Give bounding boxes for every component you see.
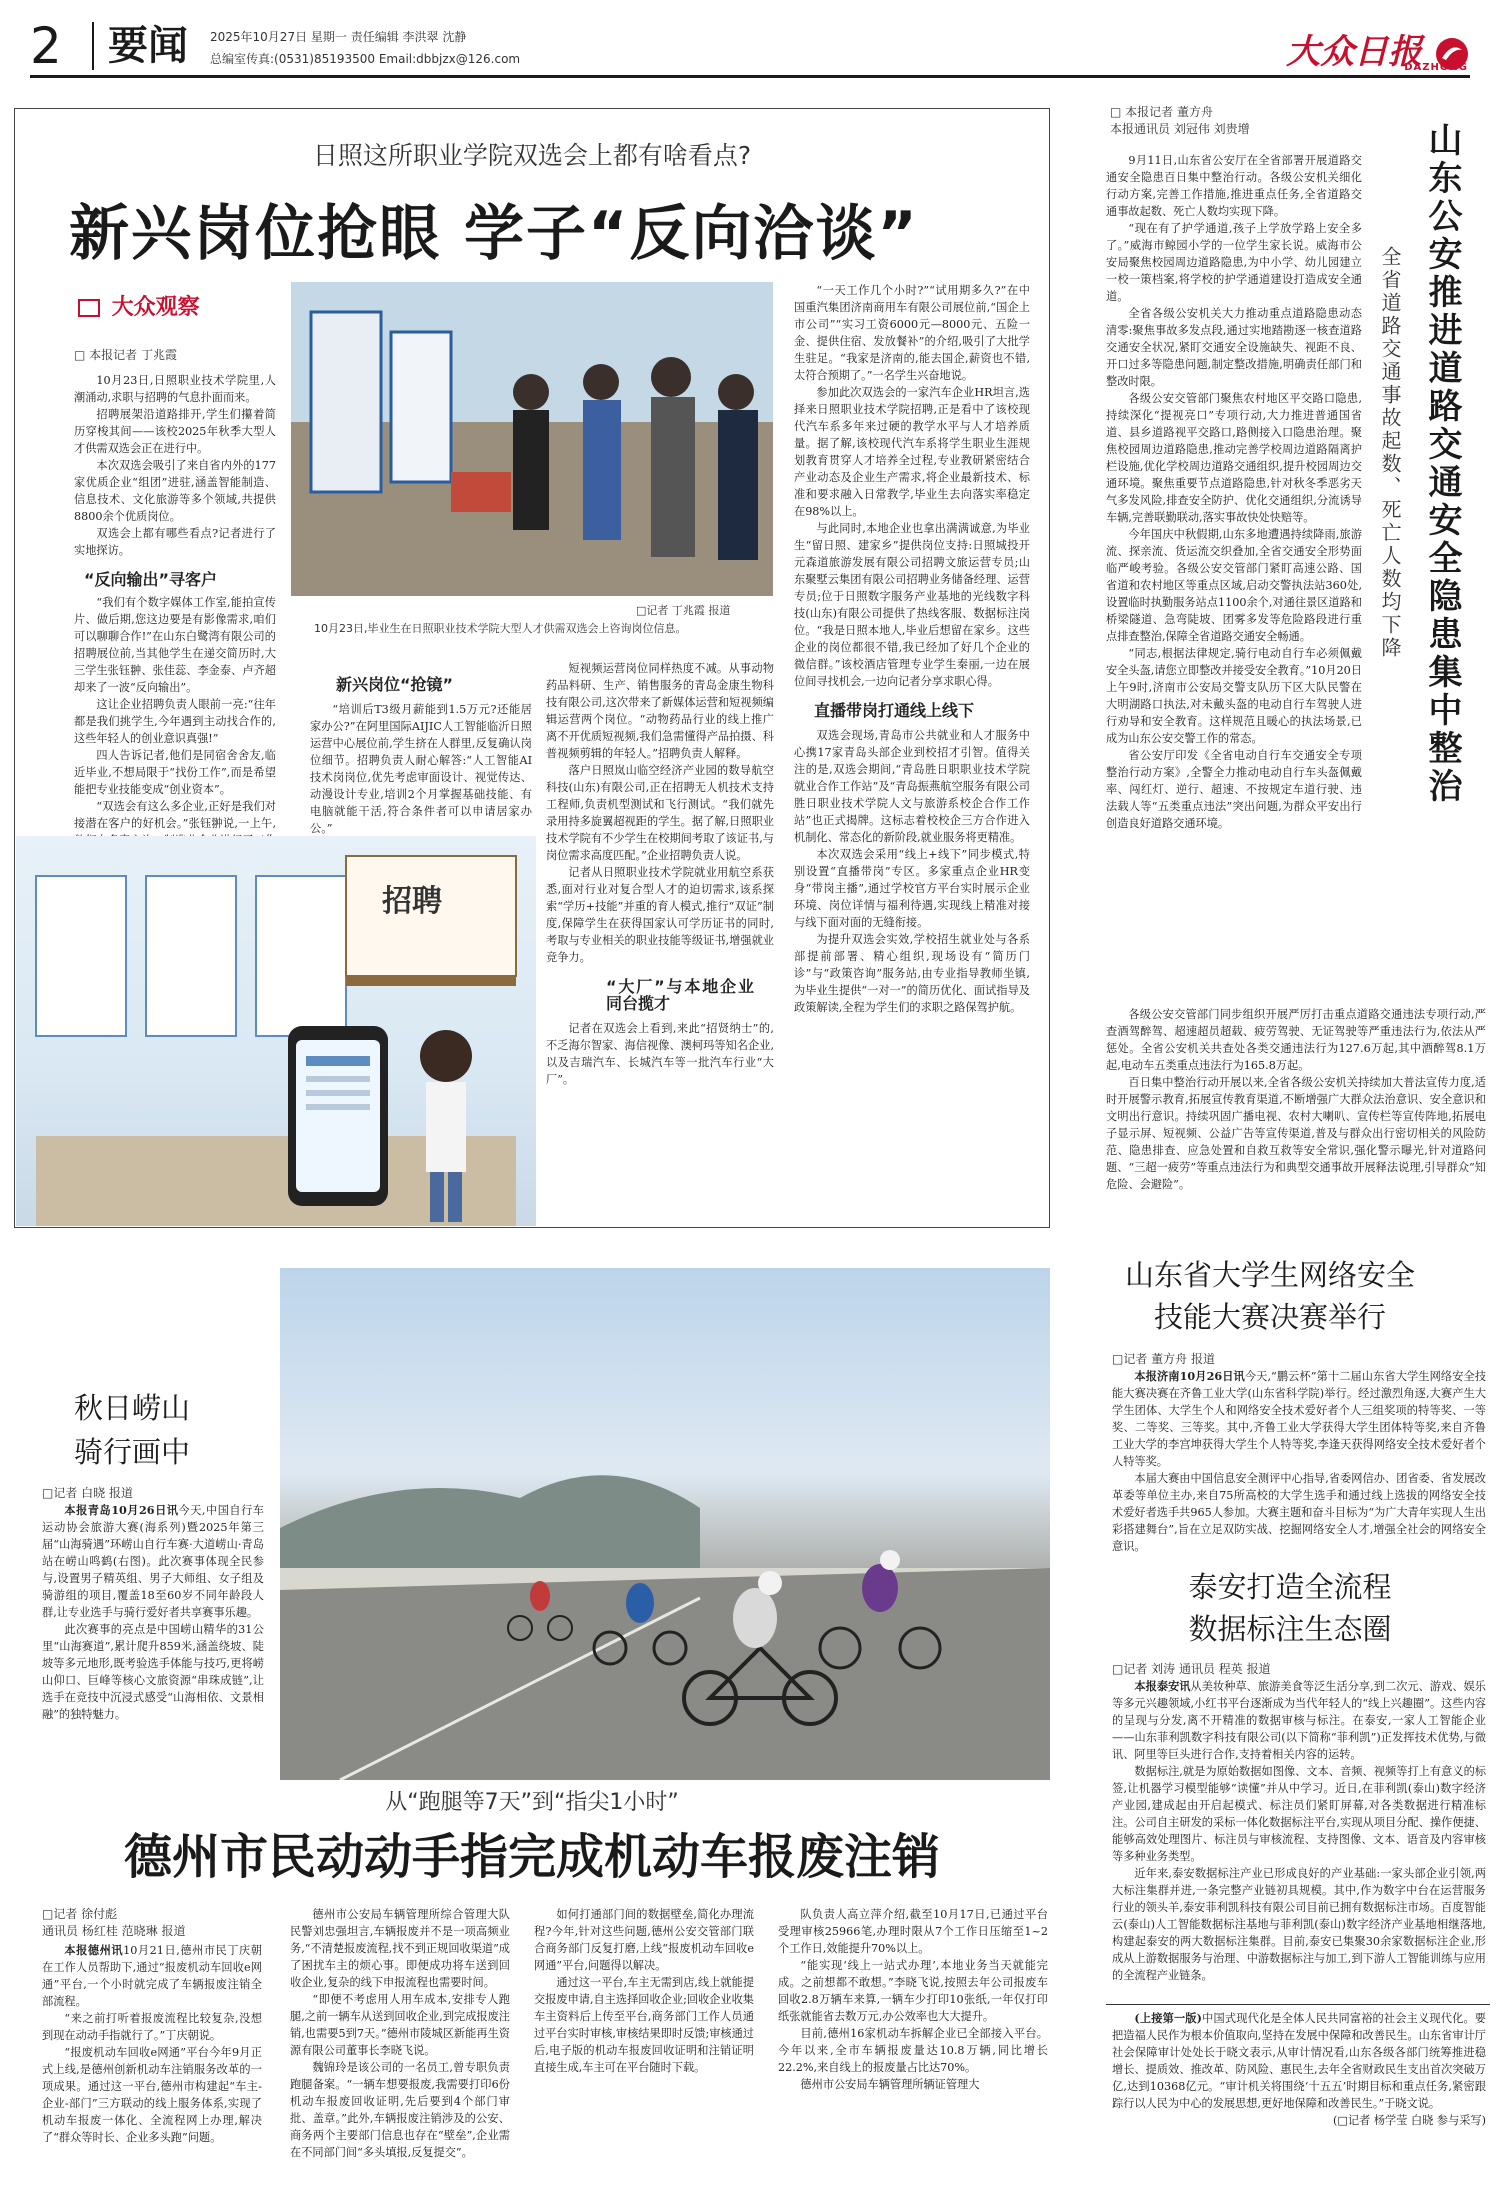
- traffic-para-4: 各级公安交管部门聚焦农村地区平交路口隐患,持续深化“提视亮口”专项行动,大力推进普通国省道、县乡道路视平交路口,路侧接入口隐患治理。聚焦校园周边道路隐患,推动完善学校周边道路隔离护栏设施,优化学校周边道路交通组织,提升校园周边交通环境。聚焦重要节点道路隐患,针对秋冬季恶劣天气多发风险,排查安全防护、优化交通组织,分流诱导车辆,完善联勤联动,落实事故快处快赔等。: [1106, 392, 1362, 524]
- lead-sec2-para-4: 记者从日照职业技术学院就业用航空系获悉,面对行业对复合型人才的迫切需求,该系探索“学历+技能”并重的育人模式,推行“双证”制度,保障学生在获得国家认可学历证书的同时,考取与专业相关的职业技能等级证书,增强就业竞争力。: [546, 866, 774, 964]
- lead-para-2: 招聘展架沿道路排开,学生们攥着简历穿梭其间——该校2025年秋季大型人才供需双选会正在进行中。: [74, 408, 276, 455]
- lead-para-1: 10月23日,日照职业技术学院里,人潮涌动,求职与招聘的气息扑面而来。: [74, 374, 276, 404]
- scrap-column-1: [42, 1942, 262, 2146]
- lead-column-2: [310, 676, 532, 837]
- lead-photo-caption: 10月23日,毕业生在日照职业技术学院大型人才供需双选会上咨询岗位信息。: [314, 622, 687, 635]
- scrap-para-12: 德州市公安局车辆管理所辆证管理大: [800, 2078, 980, 2091]
- commentary-body: [1112, 2010, 1486, 2129]
- traffic-subhead: 全省道路交通事故起数、死亡人数均下降: [1378, 246, 1402, 660]
- scrap-para-6: 魏锦玲是该公司的一名员工,曾专职负责跑腿备案。“一辆车想要报废,我需要打印6份机动车报废回收证明,先后要到4个部门审批、盖章。”此外,车辆报废注销涉及的公安、商务两个主要部门信息也存在“壁垒”,企业需在不同部门间“多头填报,反复提交”。: [290, 2061, 510, 2159]
- taian-headline: [1140, 1566, 1440, 1650]
- contest-para-1: 今天,“鹏云杯”第十二届山东省大学生网络安全技能大赛决赛在齐鲁工业大学(山东省科学院)举行。经过激烈角逐,大赛产生大学生团体、大学生个人和网络安全技术爱好者个人三组奖项的特等奖、一等奖、二等奖、三等奖。其中,齐鲁工业大学获得大学生团体特等奖,来自齐鲁工业大学的李宫坤获得大学生个人特等奖,李逢天获得网络安全技术爱好者个人特等奖。: [1112, 1370, 1487, 1468]
- traffic-byline-1: □ 本报记者 董方舟: [1110, 105, 1213, 119]
- page-number: 2: [30, 17, 62, 75]
- traffic-column-1: [1106, 152, 1362, 832]
- scrap-column-3: [534, 1906, 754, 2076]
- traffic-byline: [1110, 104, 1250, 138]
- lead-section-1-heading: “反向输出”寻客户: [84, 570, 218, 589]
- lead-col3-para-3: 与此同时,本地企业也拿出满满诚意,为毕业生“留日照、建家乡”提供岗位支持:日照城投开元森道旅游发展有限公司招聘文旅运营专员;山东聚墅云集团有限公司招聘业务储备经理、运营专员;位于日照数字服务产业基地的光线数字科技(山东)有限公司提供了热线客服、数据标注岗位。“我是日照本地人,毕业后想留在家乡。这些企业的岗位都很不错,我已经加了好几个企业的微信群。”该校酒店管理专业学生秦丽,一边在展位间寻找机会,一边向记者分享求职心得。: [794, 522, 1030, 688]
- scrap-dateline: 本报德州讯: [64, 1943, 124, 1957]
- contact-line: 总编室传真:(0531)85193500 Email:dbbjzx@126.com: [210, 52, 521, 66]
- lead-headline: 新兴岗位抢眼 学子“反向洽谈”: [69, 199, 919, 269]
- lead-section-2-heading: 新兴岗位“抢镜”: [336, 675, 454, 694]
- lead-column-1: [74, 372, 276, 866]
- lead-sec1-para-2: 这让企业招聘负责人眼前一亮:“往年都是我们挑学生,今年遇到主动找合作的,这些年轻人的创业意识真强!”: [74, 698, 276, 745]
- scrap-subhead: 从“跑腿等7天”到“指尖1小时”: [385, 1790, 679, 1815]
- lead-sec1-para-3: 四人告诉记者,他们是同宿舍舍友,临近毕业,不想局限于“找份工作”,而是希望能把专业技能变成“创业资本”。: [74, 749, 276, 796]
- traffic-para-2: “现在有了护学通道,孩子上学放学路上安全多了。”威海市鲸园小学的一位学生家长说。威海市公安局聚焦校园周边道路隐患,为中小学、幼儿园建立一校一策档案,将学校的护学通道建设打造成安全通道。: [1106, 222, 1362, 303]
- cyclists-road-scene-icon: [280, 1268, 1050, 1780]
- lead-para-3: 本次双选会吸引了来自省内外的177家优质企业“组团”进驻,涵盖智能制造、信息技术、文化旅游等多个领域,共提供8800余个优质岗位。: [74, 459, 276, 523]
- lead-column-4: [794, 282, 1030, 1016]
- lead-photo-job-fair: [291, 282, 773, 596]
- contest-byline: □记者 董方舟 报道: [1112, 1352, 1215, 1366]
- contest-headline-2: 技能大赛决赛举行: [1153, 1300, 1386, 1334]
- cycling-para-1: 今天,中国自行车运动协会旅游大赛(海系列)暨2025年第三届“山海骑遇”环崂山自行车赛·大道崂山·青岛站在崂山鸣鹤(右图)。此次赛事体现全民参与,设置男子精英组、男子大师组、女子组及骑游组的项目,覆盖18至60岁不同年龄段人群,让专业选手与骑行爱好者共享赛事乐趣。: [42, 1504, 264, 1619]
- traffic-para-7: 省公安厅印发《全省电动自行车交通安全专项整治行动方案》,全警全力推动电动自行车头盔佩戴率、闯红灯、逆行、超速、不按规定车道行驶、违法载人等“五类重点违法”突出问题,为群众平安出行创造良好道路交通环境。: [1106, 749, 1362, 830]
- lead-sec4-para-2: 本次双选会采用“线上+线下”同步模式,特别设置“直播带岗”专区。多家重点企业HR变身“带岗主播”,通过学校官方平台实时展示企业环境、岗位详情与福利待遇,实现线上精准对接与线下面对面的无缝衔接。: [794, 848, 1030, 929]
- taian-body: [1112, 1678, 1486, 1984]
- commentary-credit: (□记者 杨学莹 白晓 参与采写): [1332, 2114, 1486, 2127]
- cycling-body: [42, 1502, 264, 1723]
- commentary-lead-in: (上接第一版): [1134, 2011, 1202, 2025]
- scrap-para-9: 队负责人高立萍介绍,截至10月17日,已通过平台受理审核25966笔,办理时限从7个工作日压缩至1~2个工作日,效能提升70%以上。: [778, 1908, 1048, 1955]
- taian-byline: □记者 刘涛 通讯员 程英 报道: [1112, 1662, 1271, 1676]
- contest-body: [1112, 1368, 1486, 1555]
- traffic-para-8: 各级公安交管部门同步组织开展严厉打击重点道路交通违法专项行动,严查酒驾醉驾、超速超员超载、疲劳驾驶、无证驾驶等严重违法行为,依法从严惩处。全省公安机关共查处各类交通违法行为127.6万起,其中酒醉驾8.1万起,电动车五类重点违法行为165.8万起。: [1106, 1008, 1486, 1072]
- scrap-headline: 德州市民动动手指完成机动车报废注销: [123, 1829, 940, 1885]
- scrap-byline: [42, 1906, 185, 1940]
- scrap-column-4: [778, 1906, 1048, 2093]
- scrap-para-4: 德州市公安局车辆管理所综合管理大队民警刘忠强坦言,车辆报废并不是一项高频业务,“不清楚报废流程,找不到正规回收渠道”成了困扰车主的烦心事。即便成功将车送到回收企业,复杂的线下申报流程也需要时间。: [290, 1908, 510, 1989]
- scrap-para-5: “即便不考虑用人用车成本,安排专人跑腿,之前一辆车从送到回收企业,到完成报废注销,也需要5到7天。”德州市陵城区新能再生资源有限公司董事长李晓飞说。: [290, 1993, 510, 2057]
- cycling-headline-2: 骑行画中: [73, 1435, 190, 1469]
- scrap-para-1: 10月21日,德州市民丁庆朝在工作人员帮助下,通过“报废机动车回收e网通”平台,一个小时就完成了车辆报废注销全部流程。: [42, 1944, 262, 2008]
- taian-headline-1: 泰安打造全流程: [1188, 1570, 1392, 1604]
- traffic-para-3: 全省各级公安机关大力推动重点道路隐患动态清零:聚焦事故多发点段,通过实地踏勘逐一核查道路交通安全状况,紧盯交通安全设施缺失、视距不良、开口过多等隐患问题,制定整改措施,明确责任部门和整改时限。: [1106, 307, 1362, 388]
- lead-sec4-para-3: 为提升双选会实效,学校招生就业处与各系部提前部署、精心组织,现场设有“简历门诊”与“政策咨询”服务站,由专业指导教师坐镇,为毕业生提供“一对一”的简历优化、面试指导及政策解读,全程为学生们的求职之路保驾护航。: [794, 933, 1030, 1014]
- scrap-byline-1: □记者 徐付彪: [42, 1907, 118, 1921]
- traffic-column-2: [1106, 1006, 1486, 1193]
- taian-dateline: 本报泰安讯: [1134, 1679, 1191, 1693]
- scrap-column-2: [290, 1906, 510, 2161]
- logo-subtext: DAZHONG: [1404, 62, 1468, 73]
- lead-sec1-para-1: “我们有个数字媒体工作室,能拍宣传片、做后期,您这边要是有影像需求,咱们可以聊聊合作!”在山东白鹭湾有限公司的招聘展位前,当其他学生在递交简历时,大三学生张钰翀、张佳蕊、李金泰、卢齐超却来了一波“反向输出”。: [74, 596, 276, 694]
- taian-para-1: 从美妆种草、旅游美食等泛生活分享,到二次元、游戏、娱乐等多元兴趣领域,小红书平台逐渐成为当代年轻人的“线上兴趣圈”。这些内容的呈现与分发,离不开精准的数据审核与标注。在泰安,一家人工智能企业——山东菲利凯数字科技有限公司(以下简称“菲利凯”)正发挥技术优势,与微讯、阿里等巨头进行合作,支持着相关内容的运转。: [1112, 1680, 1486, 1761]
- section-title: 要闻: [92, 22, 188, 70]
- lead-sec2-para-3: 落户日照岚山临空经济产业园的数导航空科技(山东)有限公司,正在招聘无人机技术支持工程师,负责机型测试和飞行测试。“我们就先录用持多旋翼超视距的学生。据了解,日照职业技术学院有不少学生在校期间考取了该证书,与岗位需求高度匹配。”企业招聘负责人说。: [546, 764, 774, 862]
- traffic-para-1: 9月11日,山东省公安厅在全省部署开展道路交通安全隐患百日集中整治行动。各级公安机关细化行动方案,完善工作措施,推进重点任务,全省道路交通事故起数、死亡人数均实现下降。: [1106, 154, 1362, 218]
- traffic-byline-2: 本报通讯员 刘冠伟 刘贵增: [1110, 122, 1250, 136]
- job-fair-scene-icon: [291, 282, 773, 596]
- taian-para-2: 数据标注,就是为原始数据如图像、文本、音频、视频等打上有意义的标签,让机器学习模型能够“读懂”并从中学习。近日,在菲利凯(泰山)数字经济产业园,建成起由开启起模式、标注员们紧盯屏幕,对各类数据进行精准标注。公司自主研发的采标一体化数据标注平台,实现从项目分配、操作便捷、能够高效处理图片、标注员与审核流程、支持图像、文本、语音及内容审核等多种业务类型。: [1112, 1765, 1486, 1863]
- commentary-divider: [1106, 2004, 1490, 2005]
- commentary-para-1: 中国式现代化是全体人民共同富裕的社会主义现代化。要把造福人民作为根本价值取向,坚持在发展中保障和改善民生。山东省审计厅社会保障审计处处长于晓文表示,从审计情况看,山东各级各部门统筹推进稳增长、提质效、推改革、防风险、惠民生,去年全省财政民生支出首次突破万亿,达到10368亿元。“审计机关将围绕‘十五五’时期目标和重点任务,紧密跟踪行以人民为中心的发展思想,更好地保障和改善民生。”于晓文说。: [1112, 2012, 1486, 2110]
- lead-section-3-heading: “大厂”与本地企业同台揽才: [606, 977, 754, 1013]
- masthead-meta: [210, 26, 520, 70]
- contest-headline-1: 山东省大学生网络安全: [1124, 1258, 1415, 1292]
- scrap-para-2: “来之前打听着报废流程比较复杂,没想到现在动动手指就行了。”丁庆朝说。: [42, 2012, 262, 2042]
- scrap-para-10: “能实现‘线上一站式办理’,本地业务当天就能完成。之前想都不敢想。”李晓飞说,按照去年公司报废车回收2.8万辆车来算,一辆车少打印10张纸,一年仅打印纸张就能省去数万元,办公效率也大大提升。: [778, 1959, 1048, 2023]
- contest-dateline: 本报济南10月26日讯: [1134, 1369, 1245, 1383]
- recruitment-illustration: [16, 836, 536, 1226]
- column-logo-text: 大众观察: [111, 295, 200, 320]
- scrap-para-11: 目前,德州16家机动车拆解企业已全部接入平台。今年以来,全市车辆报废量达10.8万辆,同比增长22.2%,来自线上的报废量占比达70%。: [778, 2027, 1048, 2074]
- cycling-byline: □记者 白晓 报道: [42, 1486, 133, 1500]
- lead-section-4-heading: 直播带岗打通线上线下: [814, 701, 975, 720]
- cycling-headline-1: 秋日崂山: [73, 1391, 190, 1425]
- contest-headline: [1060, 1254, 1480, 1338]
- lead-sec3-para-1: 记者在双选会上看到,来此“招贤纳士”的,不乏海尔智家、海信视像、澳柯玛等知名企业,以及吉瑞汽车、长城汽车等一批汽车行业“大厂”。: [546, 1022, 774, 1086]
- taian-headline-2: 数据标注生态圈: [1188, 1612, 1392, 1646]
- traffic-para-5: 今年国庆中秋假期,山东多地遭遇持续降雨,旅游流、探亲流、货运流交织叠加,全省交通安全形势面临严峻考验。各级公安交管部门紧盯高速公路、国省道和农村地区等重点区域,启动交警执法站360处,设置临时执勤服务站点1100余个,对通往景区道路和桥梁隧道、急弯陡坡、团雾多发等危险路段进行重点排查整治,保障全省道路交通安全畅通。: [1106, 528, 1362, 643]
- date-line: 2025年10月27日 星期一 责任编辑 李洪翠 沈静: [210, 30, 467, 44]
- recruitment-sign: 招聘: [382, 884, 442, 919]
- traffic-para-9: 百日集中整治行动开展以来,全省各级公安机关持续加大普法宣传力度,适时开展警示教育,拓展宣传教育渠道,不断增强广大群众法治意识、安全意识和文明出行意识。持续巩固广播电视、农村大喇叭、宣传栏等宣传阵地,拓展电子显示屏、短视频、公益广告等宣传渠道,普及与群众出行密切相关的风险防范、隐患排查、应急处置和自救互救等安全常识,强化警示曝光,针对道路问题、“三超一疲劳”等重点违法行为和典型交通事故开展释法说理,引导群众“知危险、会避险”。: [1106, 1076, 1486, 1191]
- lead-para-4: 双选会上都有哪些看点?记者进行了实地探访。: [74, 527, 276, 557]
- lead-sec2-para-2: 短视频运营岗位同样热度不减。从事动物药品料研、生产、销售服务的青岛金康生物科技有限公司,这次带来了新媒体运营和短视频编辑运营两个岗位。“动物药品行业的线上推广离不开优质短视频,我们急需懂得产品拍摄、科普视频剪辑的年轻人。”招聘负责人解释。: [546, 662, 774, 760]
- page-masthead: [30, 18, 1470, 78]
- lead-subhead: 日照这所职业学院双选会上都有啥看点?: [312, 141, 752, 170]
- taian-para-3: 近年来,泰安数据标注产业已形成良好的产业基础:一家头部企业引领,两大标注集群并进,一条完整产业链初具规模。其中,作为数字中台在运营服务行业的领头羊,泰安菲利凯科技有限公司目前已拥有数据标注市场。百度智能云(泰山)人工智能数据标注基地与菲利凯(泰山)数字经济产业基地相继落地,构建起泰安的两大数据标注集群。目前,泰安已集聚30余家数据标注企业,形成从上游数据服务与治理、中游数据标注与加工,到下游人工智能训练与应用的全流程产业链条。: [1112, 1867, 1486, 1982]
- recruitment-scene-icon: [16, 836, 536, 1226]
- lead-sec1-para-4: “双选会有这么多企业,正好是我们对接潜在客户的好机会。”张钰翀说,一上午,: [74, 800, 276, 830]
- contest-para-2: 本届大赛由中国信息安全测评中心指导,省委网信办、团省委、省发展改革委等单位主办,来自75所高校的大学生选手和通过线上选拔的网络安全技术爱好者选手共965人参加。大赛主题和奋斗目标为“为广大青年实现人生出彩搭建舞台”,旨在立足双防实战、挖掘网络安全人才,增强全社会的网络安全意识。: [1112, 1472, 1486, 1553]
- scrap-byline-2: 通讯员 杨红桂 范晓琳 报道: [42, 1924, 186, 1938]
- lead-col3-para-1: “一天工作几个小时?”“试用期多久?”在中国重汽集团济南商用车有限公司展位前,“国企上市公司”“实习工资6000元—8000元、五险一金、提供住宿、发放餐补”的介绍,吸引了大批学生驻足。“我家是济南的,能去国企,薪资也不错,太符合预期了。”一名学生兴奋地说。: [794, 284, 1030, 382]
- column-logo: [78, 290, 200, 321]
- lead-col3-para-2: 参加此次双选会的一家汽车企业HR坦言,选择来日照职业技术学院招聘,正是看中了该校现代汽车系多年来过硬的教学水平与人才培养质量。据了解,该校现代汽车系将学生职业生涯规划教育贯穿人才培养全过程,专业教研紧密结合产业动态及企业生产需求,将企业最新技术、标准和要求融入日常教学,毕业生去向落实率稳定在98%以上。: [794, 386, 1030, 518]
- scrap-para-8: 通过这一平台,车主无需到店,线上就能提交报废申请,自主选择回收企业;回收企业收集车主资料后上传至平台,商务部门工作人员通过平台实时审核,审核结果即时反馈;审核通过后,电子版的机动车报废回收证明和注销证明直接生成,车主可在平台随时下载。: [534, 1976, 754, 2074]
- newspaper-icon: [78, 299, 100, 317]
- lead-column-3: [546, 660, 774, 1088]
- cycling-headline: [40, 1386, 224, 1474]
- cycling-dateline: 本报青岛10月26日讯: [64, 1503, 179, 1517]
- lead-byline: □ 本报记者 丁兆霞: [74, 348, 177, 362]
- lead-sec4-para-1: 双选会现场,青岛市公共就业和人才服务中心携17家青岛头部企业到校招才引智。值得关注的是,双选会期间,“青岛胜日职职业技术学院就业合作工作站”及“青岛振燕航空服务有限公司胜日职业技术学院人文与旅游系校企合作工作站”也正式揭牌。这标志着校校企三方合作进入机制化、常态化的新阶段,就业服务将更精准。: [794, 729, 1030, 844]
- lead-sec2-para-1: “培训后T3级月薪能到1.5万元?还能居家办公?”在阿里国际AIJIC人工智能临沂日照运营中心展位前,学生挤在人群里,反复确认岗位细节。招聘负责人耐心解答:“人工智能AI技术岗岗位,优先考虑审面设计、视觉传达、动漫设计专业,培训2个月掌握基础技能、有电脑就能干活,符合条件者可以申请居家办公。”: [310, 703, 532, 835]
- lead-photo-credit: □记者 丁兆霞 报道: [636, 604, 731, 617]
- scrap-para-3: “报废机动车回收e网通”平台今年9月正式上线,是德州创新机动车注销服务改革的一项成果。通过这一平台,德州市构建起“车主-企业-部门”三方联动的线上服务体系,实现了机动车报废一体化、全流程网上办理,解决了“群众等时长、企业多头跑”问题。: [42, 2046, 262, 2144]
- traffic-headline: 山东公安推进道路交通安全隐患集中整治: [1422, 122, 1462, 806]
- cycling-para-2: 此次赛事的亮点是中国崂山精华的31公里“山海赛道”,累计爬升859米,涵盖绕坡、陡坡等多元地形,既考验选手体能与技巧,更将崂山仰口、巨峰等核心文旅资源“串珠成链”,让选手在竞技中沉浸式感受“山海相依、文景相融”的独特魅力。: [42, 1623, 264, 1721]
- traffic-para-6: “同志,根据法律规定,骑行电动自行车必须佩戴安全头盔,请您立即整改并接受安全教育。”10月20日上午9时,济南市公安局交警支队历下区大队民警在大明湖路口执法,对未戴头盔的电动自行车驾驶人进行劝导和安全教育。这样规范且暖心的执法场景,已成为山东公安交警工作的常态。: [1106, 647, 1362, 745]
- scrap-para-7: 如何打通部门间的数据壁垒,简化办理流程?今年,针对这些问题,德州公安交管部门联合商务部门反复打磨,上线“报废机动车回收e网通”平台,问题得以解决。: [534, 1908, 754, 1972]
- logo-text: 大众日报: [1286, 32, 1423, 72]
- cycling-photo: [280, 1268, 1050, 1780]
